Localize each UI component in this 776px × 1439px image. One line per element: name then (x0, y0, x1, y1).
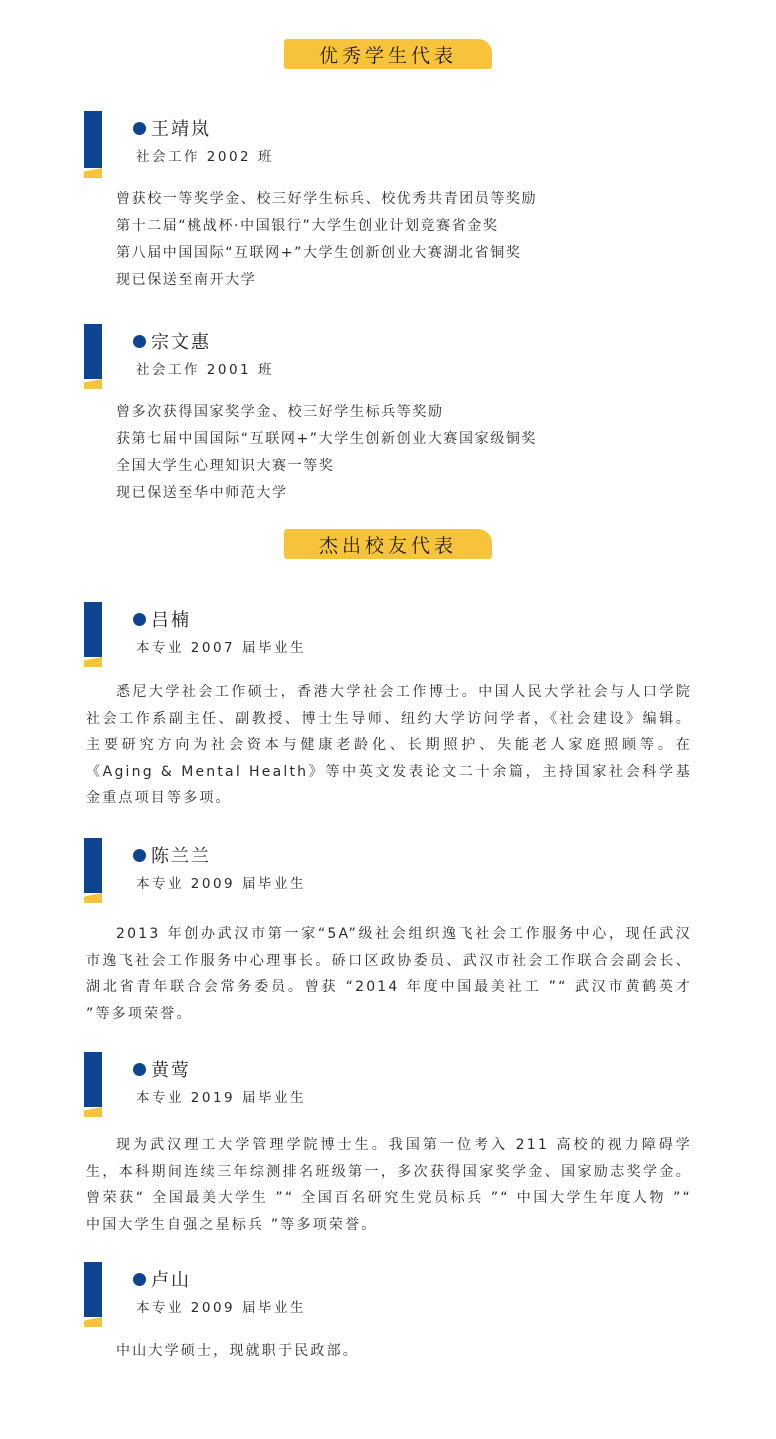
achievement-item: 第十二届“桃战杯·中国银行”大学生创业计划竞赛省金奖 (116, 218, 499, 234)
accent-bar (84, 1052, 102, 1107)
accent-bar-cap (84, 379, 102, 389)
accent-bar (84, 602, 102, 657)
achievement-item: 曾多次获得国家奖学金、校三好学生标兵等奖励 (116, 404, 444, 420)
person-name: 卢山 (151, 1270, 191, 1291)
achievement-item: 现已保送至华中师范大学 (116, 485, 288, 501)
bullet-icon (133, 849, 146, 862)
accent-bar (84, 324, 102, 379)
bullet-icon (133, 613, 146, 626)
accent-bar (84, 111, 102, 168)
person-class: 本专业 2019 届毕业生 (136, 1090, 306, 1106)
person-bio: 悉尼大学社会工作硕士，香港大学社会工作博士。中国人民大学社会与人口学院社会工作系副主任、副教授、博士生导师、纽约大学访问学者，《社会建设》编辑。主要研究方向为社会资本与健康老龄化、长期照护、失能老人家庭照顾等。在《Aging & Mental Health》等中英文发表论文二十余篇，主持国家社会科学基金重点项目等多项。 (86, 684, 692, 806)
person-bio: 中山大学硕士，现就职于民政部。 (116, 1343, 359, 1359)
section-header-students (284, 39, 492, 69)
accent-bar-cap (84, 893, 102, 903)
achievement-item: 现已保送至南开大学 (116, 272, 257, 288)
person-class: 本专业 2009 届毕业生 (136, 876, 306, 892)
bullet-icon (133, 122, 146, 135)
section-header-alumni (284, 529, 492, 559)
bullet-icon (133, 1063, 146, 1076)
bullet-icon (133, 335, 146, 348)
alumni-card (0, 1052, 776, 1242)
alumni-card (0, 602, 776, 822)
achievement-list (116, 399, 537, 507)
alumni-card (0, 838, 776, 1028)
achievement-item: 第八届中国国际“互联网+”大学生创新创业大赛湖北省铜奖 (116, 245, 522, 261)
person-name: 宗文惠 (151, 332, 211, 353)
accent-bar-cap (84, 1317, 102, 1327)
person-bio: 2013 年创办武汉市第一家“5A”级社会组织逸飞社会工作服务中心，现任武汉市逸飞社会工作服务中心理事长。硚口区政协委员、武汉市社会工作联合会副会长、湖北省青年联合会常务委员。曾获 “2014 年度中国最美社工 ”“ 武汉市黄鹤英才 ”等多项荣誉。 (86, 926, 692, 1022)
alumni-card (0, 1262, 776, 1372)
person-name: 吕楠 (151, 610, 191, 631)
achievement-list (116, 186, 537, 294)
accent-bar (84, 838, 102, 893)
section-title: 杰出校友代表 (318, 534, 457, 557)
accent-bar (84, 1262, 102, 1317)
accent-bar-cap (84, 168, 102, 178)
achievement-item: 全国大学生心理知识大赛一等奖 (116, 458, 335, 474)
accent-bar-cap (84, 657, 102, 667)
accent-bar-cap (84, 1107, 102, 1117)
person-class: 社会工作 2002 班 (136, 149, 274, 165)
person-name: 王靖岚 (151, 119, 211, 140)
person-name: 陈兰兰 (151, 846, 211, 867)
section-title: 优秀学生代表 (318, 44, 457, 67)
person-class: 本专业 2007 届毕业生 (136, 640, 306, 656)
student-card (0, 324, 776, 504)
bullet-icon (133, 1273, 146, 1286)
person-class: 本专业 2009 届毕业生 (136, 1300, 306, 1316)
person-class: 社会工作 2001 班 (136, 362, 274, 378)
achievement-item: 曾获校一等奖学金、校三好学生标兵、校优秀共青团员等奖励 (116, 191, 538, 207)
achievement-item: 获第七届中国国际“互联网+”大学生创新创业大赛国家级铜奖 (116, 431, 538, 447)
person-name: 黄莺 (151, 1060, 191, 1081)
student-card (0, 111, 776, 291)
person-bio: 现为武汉理工大学管理学院博士生。我国第一位考入 211 高校的视力障碍学生，本科期间连续三年综测排名班级第一，多次获得国家奖学金、国家励志奖学金。曾荣获“ 全国最美大学生 ”“ 全国百名研究生党员标兵 ”“ 中国大学生年度人物 ”“ 中国大学生自强之星标兵 ”等多项荣誉。 (86, 1137, 692, 1233)
